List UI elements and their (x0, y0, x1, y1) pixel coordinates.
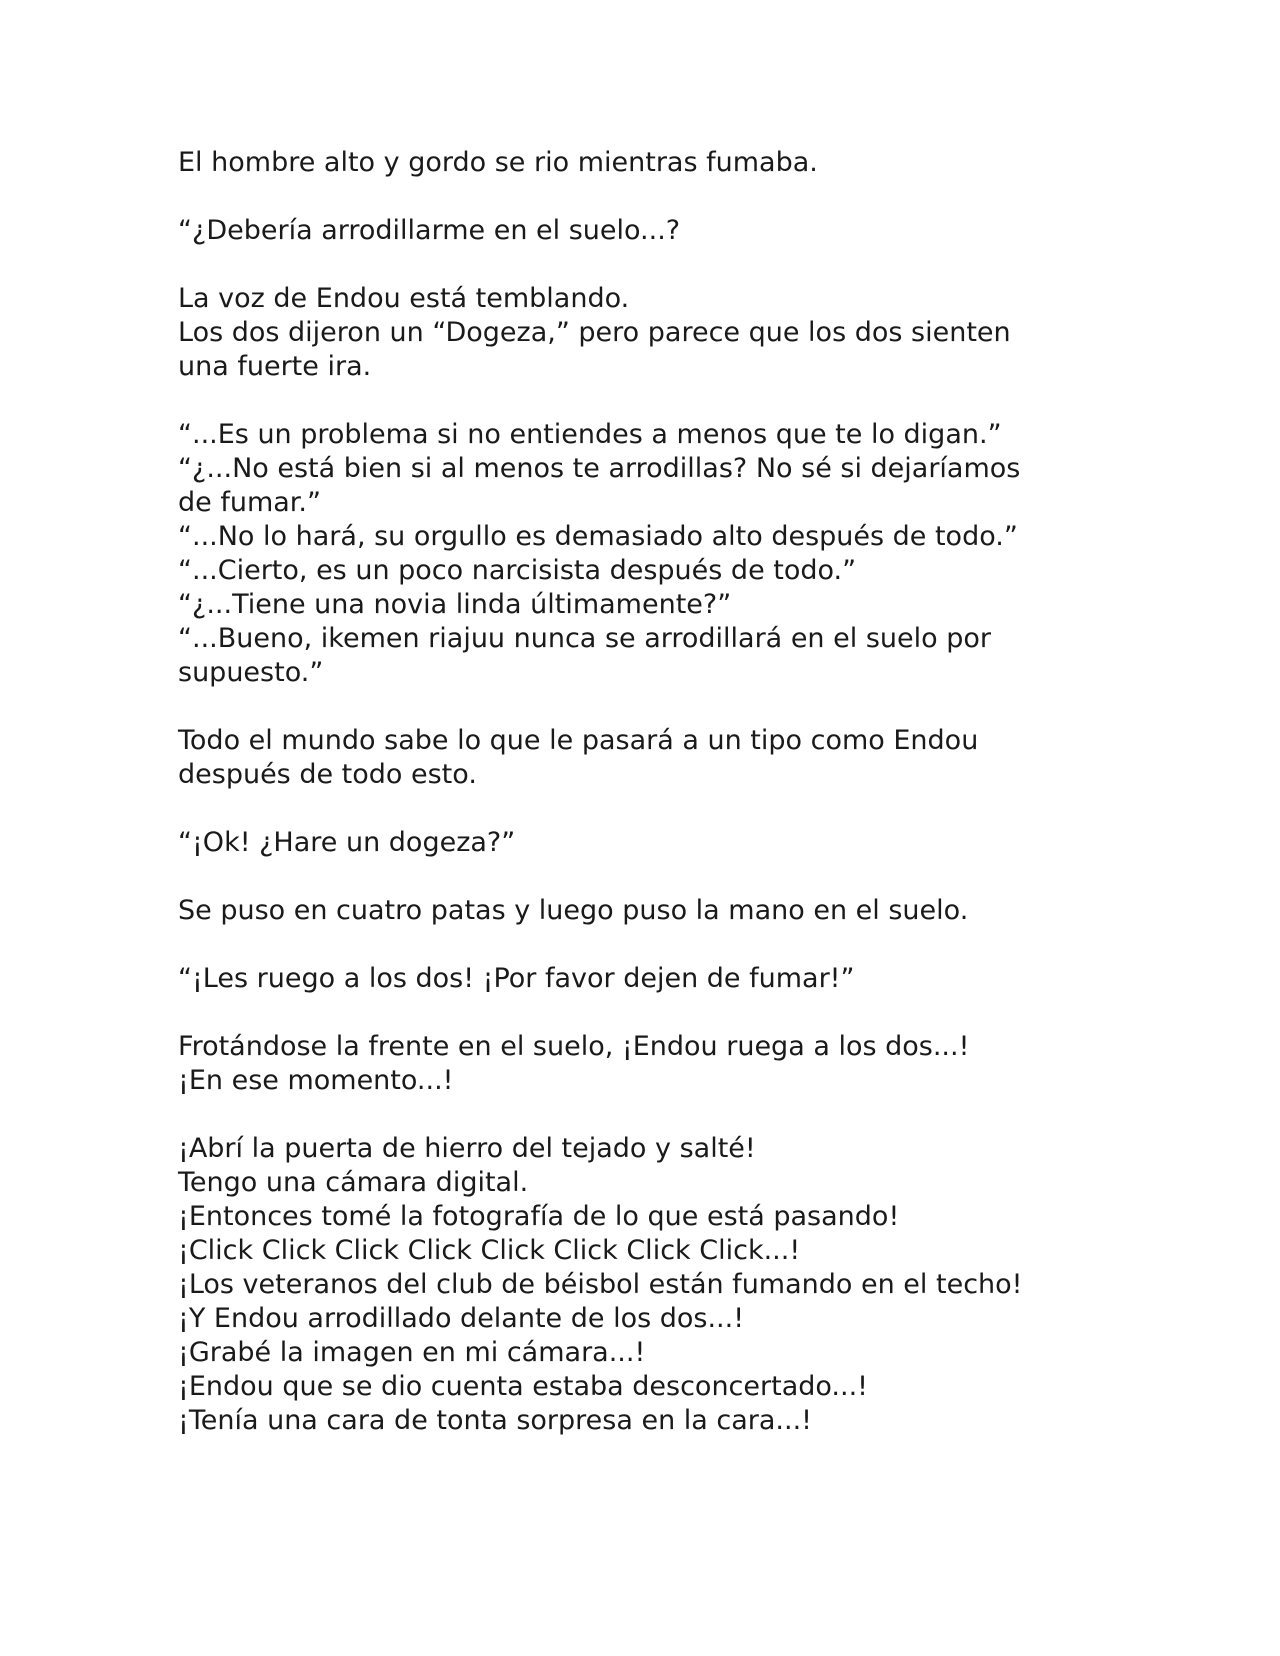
text-line: “...Bueno, ikemen riajuu nunca se arrodillará en el suelo por (178, 623, 991, 654)
document-page (178, 146, 1118, 1472)
text-line: Frotándose la frente en el suelo, ¡Endou ruega a los dos...! (178, 1031, 970, 1062)
text-line: “...Cierto, es un poco narcisista después de todo.” (178, 555, 857, 586)
paragraph (178, 962, 1118, 996)
text-line: “¡Ok! ¿Hare un dogeza?” (178, 827, 516, 858)
paragraph (178, 418, 1118, 690)
text-line: “¡Les ruego a los dos! ¡Por favor dejen de fumar!” (178, 963, 855, 994)
paragraph (178, 146, 1118, 180)
text-line: “¿...Tiene una novia linda últimamente?” (178, 589, 732, 620)
text-line: “¿...No está bien si al menos te arrodillas? No sé si dejaríamos (178, 453, 1021, 484)
paragraph (178, 724, 1118, 792)
text-line: ¡Los veteranos del club de béisbol están fumando en el techo! (178, 1269, 1023, 1300)
text-line: Tengo una cámara digital. (178, 1167, 529, 1198)
text-line: “...Es un problema si no entiendes a menos que te lo digan.” (178, 419, 1002, 450)
text-line: “¿Debería arrodillarme en el suelo...? (178, 215, 681, 246)
text-line: de fumar.” (178, 487, 321, 518)
paragraph (178, 894, 1118, 928)
paragraph (178, 826, 1118, 860)
text-line: ¡Abrí la puerta de hierro del tejado y salté! (178, 1133, 756, 1164)
text-line: ¡Entonces tomé la fotografía de lo que está pasando! (178, 1201, 900, 1232)
text-line: después de todo esto. (178, 759, 477, 790)
paragraph (178, 282, 1118, 384)
text-line: La voz de Endou está temblando. (178, 283, 630, 314)
text-line: Todo el mundo sabe lo que le pasará a un tipo como Endou (178, 725, 979, 756)
text-line: una fuerte ira. (178, 351, 372, 382)
text-line: “...No lo hará, su orgullo es demasiado alto después de todo.” (178, 521, 1018, 552)
text-line: ¡Grabé la imagen en mi cámara...! (178, 1337, 646, 1368)
paragraph (178, 1030, 1118, 1098)
text-line: supuesto.” (178, 657, 324, 688)
text-line: ¡Click Click Click Click Click Click Click Click...! (178, 1235, 801, 1266)
text-line: ¡Tenía una cara de tonta sorpresa en la cara...! (178, 1405, 812, 1436)
paragraph (178, 214, 1118, 248)
paragraph (178, 1132, 1118, 1438)
text-line: Los dos dijeron un “Dogeza,” pero parece que los dos sienten (178, 317, 1011, 348)
text-line: ¡Y Endou arrodillado delante de los dos...! (178, 1303, 745, 1334)
text-line: El hombre alto y gordo se rio mientras fumaba. (178, 147, 818, 178)
text-line: ¡En ese momento...! (178, 1065, 454, 1096)
text-line: ¡Endou que se dio cuenta estaba desconcertado...! (178, 1371, 869, 1402)
text-line: Se puso en cuatro patas y luego puso la mano en el suelo. (178, 895, 969, 926)
